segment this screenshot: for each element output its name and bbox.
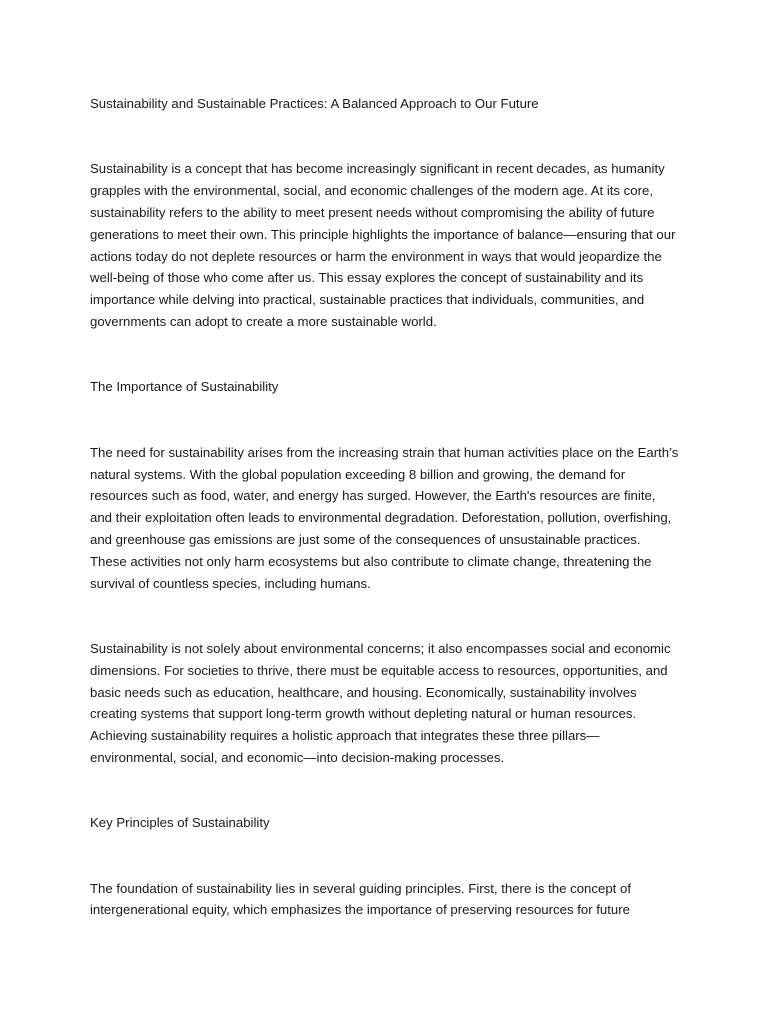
document-body bbox=[90, 93, 680, 965]
principles-paragraph-1: The foundation of sustainability lies in several guiding principles. First, there is the concept of intergenerational equity, which emphasizes the importance of preserving resources for future bbox=[90, 880, 631, 918]
document-title: Sustainability and Sustainable Practices: A Balanced Approach to Our Future bbox=[90, 96, 539, 111]
section-heading-principles: Key Principles of Sustainability bbox=[90, 815, 270, 831]
section-heading-importance: The Importance of Sustainability bbox=[90, 379, 279, 395]
intro-paragraph: Sustainability is a concept that has become increasingly significant in recent decades, as humanity grapples with the environmental, social, and economic challenges of the modern age. At its core, sustainability refers to the ability to meet present needs without compromising the ability of future generations to meet their own. This principle highlights the importance of balance—ensuring that our actions today do not deplete resources or harm the environment in ways that would jeopardize the well-being of those who come after us. This essay explores the concept of sustainability and its importance while delving into practical, sustainable practices that individuals, communities, and governments can adopt to create a more sustainable world. bbox=[90, 161, 676, 329]
importance-paragraph-1: The need for sustainability arises from the increasing strain that human activities place on the Earth’s natural systems. With the global population exceeding 8 billion and growing, the demand for resources such as food, water, and energy has surged. However, the Earth's resources are finite, and their exploitation often leads to environmental degradation. Deforestation, pollution, overfishing, and greenhouse gas emissions are just some of the consequences of unsustainable practices. These activities not only harm ecosystems but also contribute to climate change, threatening the survival of countless species, including humans. bbox=[90, 444, 679, 591]
importance-paragraph-2: Sustainability is not solely about environmental concerns; it also encompasses social and economic dimensions. For societies to thrive, there must be equitable access to resources, opportunities, and basic needs such as education, healthcare, and housing. Economically, sustainability involves creating systems that support long-term growth without depleting natural or human resources. Achieving sustainability requires a holistic approach that integrates these three pillars—environmental, social, and economic—into decision-making processes. bbox=[90, 640, 671, 765]
